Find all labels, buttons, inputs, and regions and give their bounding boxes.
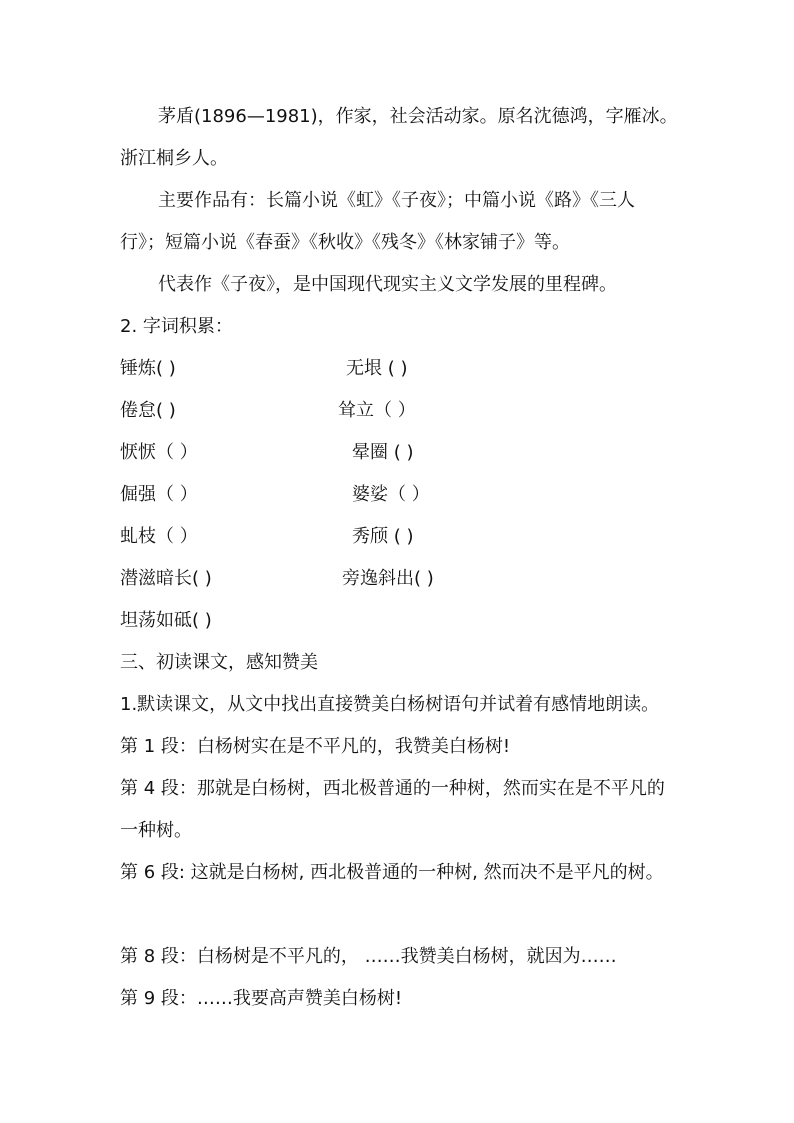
quote-paragraph-4-cont: 一种树。 (120, 820, 192, 841)
vocab-item: 晕圈 ( ) (352, 442, 414, 463)
quote-paragraph-4: 第 4 段：那就是白杨树，西北极普通的一种树，然而实在是不平凡的 (120, 778, 665, 799)
masterpiece-line: 代表作《子夜》，是中国现代现实主义文学发展的里程碑。 (158, 274, 617, 295)
vocab-item: 秀颀 ( ) (352, 526, 414, 547)
vocab-item: 恹恹（ ） (120, 442, 198, 463)
quote-paragraph-8: 第 8 段：白杨树是不平凡的， ……我赞美白杨树，就因为…… (120, 946, 617, 967)
vocab-item: 婆娑（ ） (352, 484, 430, 505)
quote-paragraph-1: 第 1 段：白杨树实在是不平凡的，我赞美白杨树! (120, 736, 511, 757)
vocab-item: 虬枝（ ） (120, 526, 198, 547)
vocab-item: 倦怠( ) (120, 400, 176, 421)
vocab-heading: 2. 字词积累： (120, 316, 233, 337)
vocab-item: 坦荡如砥( ) (120, 610, 212, 631)
section-3-heading: 三、初读课文，感知赞美 (120, 652, 318, 673)
author-intro-line-2: 浙江桐乡人。 (120, 148, 228, 169)
vocab-item: 耸立（ ） (338, 400, 416, 421)
quote-paragraph-9: 第 9 段：……我要高声赞美白杨树! (120, 988, 403, 1009)
vocab-item: 倔强（ ） (120, 484, 198, 505)
task-instruction: 1.默读课文，从文中找出直接赞美白杨树语句并试着有感情地朗读。 (120, 694, 660, 715)
vocab-item: 旁逸斜出( ) (342, 568, 434, 589)
vocab-item: 潜滋暗长( ) (120, 568, 212, 589)
quote-paragraph-6: 第 6 段: 这就是白杨树, 西北极普通的一种树, 然而决不是平凡的树。 (120, 862, 664, 883)
works-line-1: 主要作品有：长篇小说《虹》《子夜》；中篇小说《路》《三人 (158, 190, 635, 211)
vocab-item: 锤炼( ) (120, 358, 176, 379)
works-line-2: 行》；短篇小说《春蚕》《秋收》《残冬》《林家铺子》等。 (120, 232, 570, 253)
vocab-item: 无垠 ( ) (346, 358, 408, 379)
author-intro-line-1: 茅盾(1896—1981)，作家，社会活动家。原名沈德鸿，字雁冰。 (158, 106, 678, 127)
